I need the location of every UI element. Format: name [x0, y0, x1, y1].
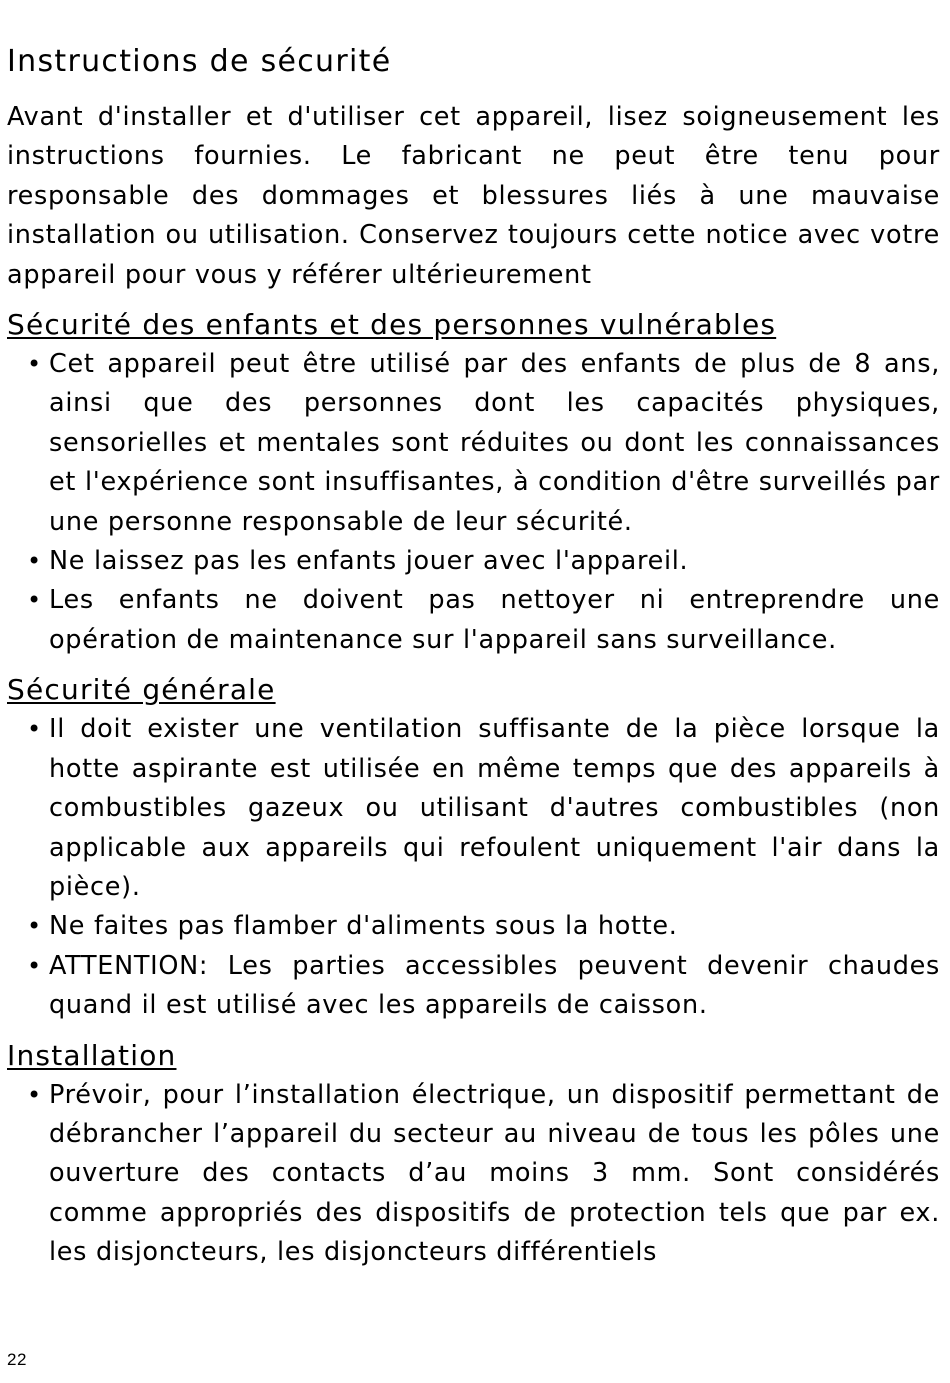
list-item-text: Ne laissez pas les enfants jouer avec l'appareil.	[49, 546, 689, 577]
bullet-list	[7, 1076, 940, 1273]
section-heading: Sécurité des enfants et des personnes vulnérables	[7, 308, 777, 342]
bullet-list	[7, 345, 940, 660]
bullet-icon: •	[27, 715, 42, 744]
section-heading: Installation	[7, 1038, 177, 1072]
bullet-icon: •	[27, 350, 42, 379]
bullet-icon: •	[27, 951, 42, 980]
list-item-text: ATTENTION: Les parties accessibles peuvent devenir chaudes quand il est utilisé avec les appareils de caisson.	[49, 950, 940, 1021]
list-item	[7, 1076, 940, 1273]
section-heading: Sécurité générale	[7, 673, 276, 707]
list-item-text: Les enfants ne doivent pas nettoyer ni entreprendre une opération de maintenance sur l'appareil sans surveillance.	[49, 585, 940, 655]
bullet-list	[7, 710, 940, 1025]
list-item-text: Prévoir, pour l’installation électrique, un dispositif permettant de débrancher l’appareil du secteur au niveau de tous les pôles une ouverture des contacts d’au moins 3 mm. Sont considérés comme appropriés des dispositifs de protection tels que par ex. les disjoncteurs, les disjoncteurs différentiels	[49, 1079, 940, 1268]
intro-paragraph: Avant d'installer et d'utiliser cet appareil, lisez soigneusement les instructions fournies. Le fabricant ne peut être tenu pour responsable des dommages et blessures liés à une mauvaise installation ou utilisation. Conservez toujours cette notice avec votre appareil pour vous y référer ultérieurement	[7, 102, 940, 290]
list-item-text: Ne faites pas flamber d'aliments sous la hotte.	[49, 911, 678, 942]
list-item	[7, 581, 940, 660]
document-page	[7, 40, 940, 1283]
bullet-icon: •	[27, 547, 42, 576]
list-item	[7, 345, 940, 542]
bullet-icon: •	[27, 1080, 42, 1109]
list-item-text: Cet appareil peut être utilisé par des enfants de plus de 8 ans, ainsi que des personnes dont les capacités physiques, sensorielles et mentales sont réduites ou dont les connaissances et l'expérience sont insuffisantes, à condition d'être surveillés par une personne responsable de leur sécurité.	[49, 349, 940, 537]
section-general-safety	[7, 670, 940, 1025]
section-children-safety	[7, 305, 940, 660]
page-title: Instructions de sécurité	[7, 44, 392, 79]
list-item	[7, 542, 940, 581]
list-item-text: Il doit exister une ventilation suffisante de la pièce lorsque la hotte aspirante est utilisée en même temps que des appareils à combustibles gazeux ou utilisant d'autres combustibles (non applicable aux appareils qui refoulent uniquement l'air dans la pièce).	[49, 714, 940, 902]
bullet-icon: •	[27, 912, 42, 941]
list-item	[7, 710, 940, 907]
list-item	[7, 907, 940, 946]
page-number: 22	[7, 1350, 27, 1369]
list-item	[7, 947, 940, 1026]
bullet-icon: •	[27, 586, 42, 615]
section-installation	[7, 1036, 940, 1273]
